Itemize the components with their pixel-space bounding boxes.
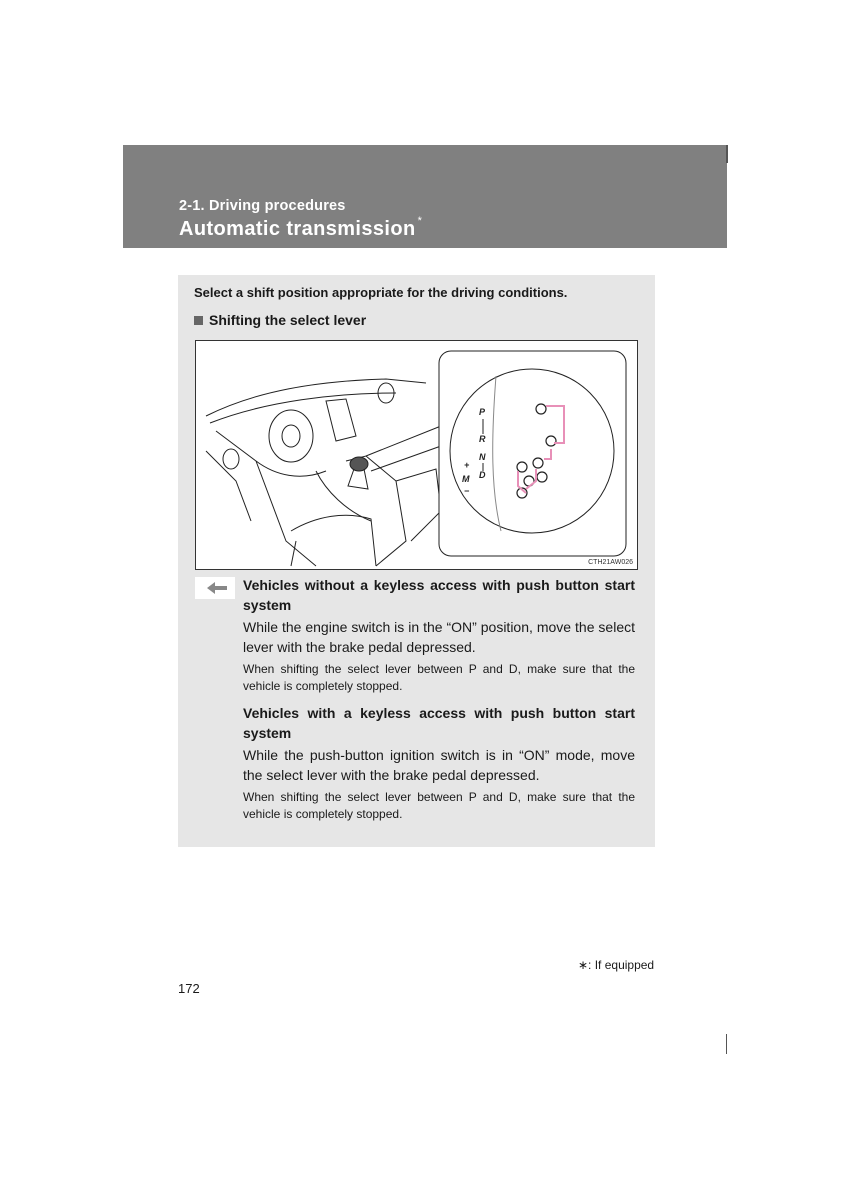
subheading [194, 312, 366, 328]
block2-body: While the push-button ignition switch is in “ON” mode, move the select lever with the brake pedal depressed. [243, 747, 635, 783]
page-title [179, 215, 423, 241]
content-panel [178, 275, 655, 847]
block1-heading: Vehicles without a keyless access with push button start system [243, 577, 635, 613]
block-with-keyless [243, 703, 635, 823]
equipped-mark: * [417, 215, 423, 228]
page-title-text: Automatic transmission [179, 218, 416, 240]
gate-label-plus: + [464, 460, 470, 470]
block1-note: When shifting the select lever between P and D, make sure that the vehicle is completely stopped. [243, 662, 635, 693]
section-label: 2-1. Driving procedures [179, 198, 346, 214]
gate-label-p: P [479, 407, 486, 417]
header-edge-mark [726, 145, 728, 163]
left-arrow-icon [195, 577, 235, 599]
subheading-text: Shifting the select lever [209, 312, 367, 328]
gate-label-minus: − [464, 486, 470, 496]
figure-code: CTH21AW026 [588, 559, 633, 566]
gate-label-n: N [479, 452, 486, 462]
intro-text: Select a shift position appropriate for the driving conditions. [194, 285, 568, 300]
block-without-keyless [243, 575, 635, 695]
gate-label-r: R [479, 434, 486, 444]
reference-arrow-box [195, 577, 235, 599]
gate-label-m: M [462, 474, 470, 484]
illustration-drawing [196, 341, 639, 571]
equipped-footnote: ∗: If equipped [578, 958, 655, 972]
square-bullet-icon [194, 316, 203, 325]
gate-label-d: D [479, 470, 486, 480]
page-number: 172 [178, 981, 200, 996]
block1-body: While the engine switch is in the “ON” position, move the select lever with the brake pedal depressed. [243, 619, 635, 655]
chapter-header [123, 145, 727, 248]
side-edge-mark [726, 1034, 727, 1054]
shift-lever-illustration [195, 340, 638, 570]
block2-heading: Vehicles with a keyless access with push button start system [243, 705, 635, 741]
block2-note: When shifting the select lever between P and D, make sure that the vehicle is completely stopped. [243, 790, 635, 821]
